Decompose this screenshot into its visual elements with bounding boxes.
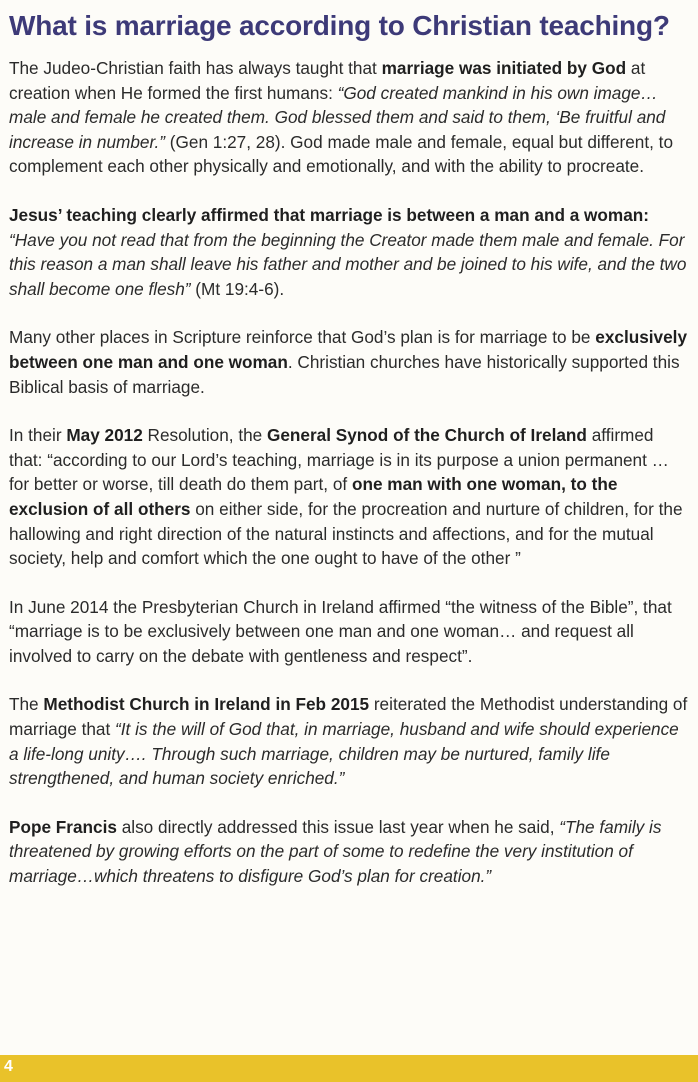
text: Many other places in Scripture reinforce that God’s plan is for marriage to be bbox=[9, 327, 596, 348]
bold-text: marriage was initiated by God bbox=[381, 58, 627, 78]
bold-text: exclusively between one man and one woman bbox=[9, 327, 688, 372]
bold-text: May 2012 bbox=[66, 425, 143, 446]
quote: “The family is threatened by growing efforts on the part of some to redefine the very institution of marriage…which threatens to disfigure God’s plan for creation.” bbox=[9, 816, 662, 887]
text: In June 2014 the Presbyterian Church in Ireland affirmed “the witness of the Bible”, that “marriage is to be exclusively between one man and one woman… and request all involved to carry on the debate with gentleness and respect”. bbox=[9, 596, 672, 666]
text: The Judeo-Christian faith has always taught that bbox=[9, 58, 382, 78]
paragraph-general-synod bbox=[9, 423, 691, 571]
text: on either side, for the procreation and nurture of children, for the hallowing and right direction of the natural instincts and affections, and for the mutual society, help and comfort which the one ought to have of the other ” bbox=[9, 498, 683, 569]
text: reiterated the Methodist understanding of marriage that bbox=[9, 694, 688, 740]
bold-text: Pope Francis bbox=[9, 816, 117, 837]
text: The bbox=[9, 694, 44, 715]
bold-heading: Jesus’ teaching clearly affirmed that marriage is between a man and a woman: bbox=[9, 204, 649, 225]
text: also directly addressed this issue last year when he said, bbox=[116, 816, 560, 837]
text: affirmed that: “according to our Lord’s teaching, marriage is in its purpose a union permanent … for better or worse, till death do them part, of bbox=[9, 425, 669, 495]
text: at creation when He formed the first humans: bbox=[9, 58, 646, 103]
quote: “It is the will of God that, in marriage, husband and wife should experience a life-long unity…. Through such marriage, children may be nurtured, family life strengthened, and human society enriched.” bbox=[9, 719, 679, 789]
paragraph-pope-francis bbox=[9, 815, 691, 889]
text: . Christian churches have historically supported this Biblical basis of marriage. bbox=[9, 351, 680, 397]
paragraph-creation bbox=[9, 56, 691, 179]
page-title: What is marriage according to Christian teaching? bbox=[9, 10, 670, 41]
paragraph-jesus-teaching bbox=[9, 203, 691, 301]
paragraph-presbyterian bbox=[9, 595, 691, 669]
bold-text: Methodist Church in Ireland in Feb 2015 bbox=[43, 694, 370, 715]
article-body bbox=[9, 56, 691, 913]
scripture-quote: “Have you not read that from the beginning the Creator made them male and female. For this reason a man shall leave his father and mother and be joined to his wife, and the two shall become one flesh” bbox=[9, 229, 687, 299]
text: (Mt 19:4-6). bbox=[190, 278, 285, 299]
footer-bar bbox=[0, 1055, 698, 1082]
text: In their bbox=[9, 425, 67, 446]
scripture-quote: “God created mankind in his own image… male and female he created them. God blessed them and said to them, ‘Be fruitful and increase in number.” bbox=[9, 82, 666, 152]
page-number: 4 bbox=[4, 1058, 13, 1075]
paragraph-methodist bbox=[9, 692, 691, 790]
text: Resolution, the bbox=[142, 425, 267, 446]
paragraph-scripture-reinforce bbox=[9, 325, 691, 399]
text: (Gen 1:27, 28). God made male and female, equal but different, to complement each other physically and emotionally, and with the ability to procreate. bbox=[9, 131, 674, 177]
bold-text: one man with one woman, to the exclusion of all others bbox=[9, 474, 618, 519]
bold-text: General Synod of the Church of Ireland bbox=[267, 425, 587, 446]
